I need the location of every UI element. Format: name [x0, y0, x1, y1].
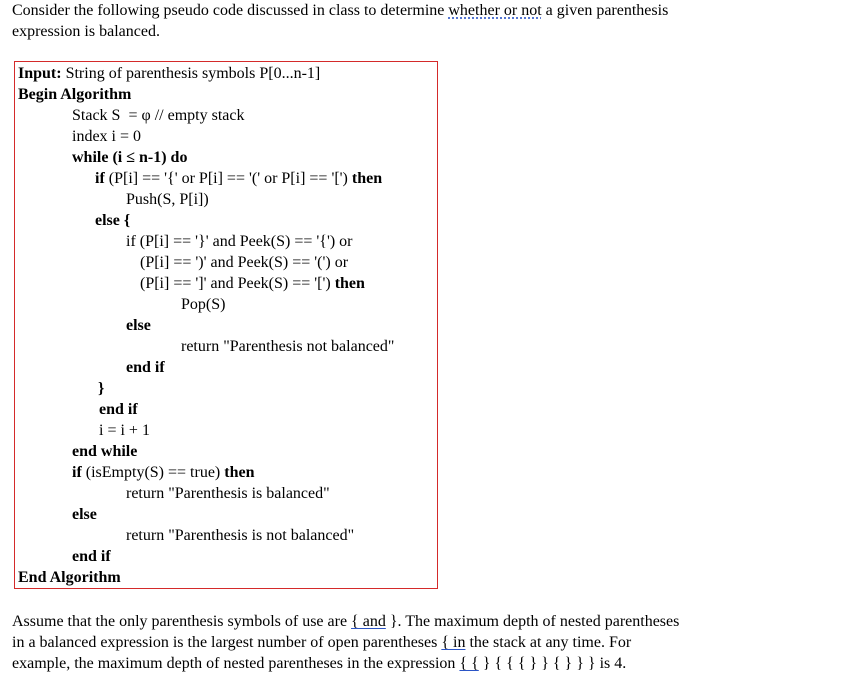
spelling-flag: whether or not [448, 2, 542, 19]
intro-text-2: a given parenthesis [541, 2, 669, 19]
algo-line-10: Pop(S) [181, 296, 226, 313]
input-label: Input: [18, 65, 62, 82]
intro-paragraph [12, 0, 832, 42]
cond-text: (P[i] == '{' or P[i] == '(' or P[i] == '[') [104, 170, 352, 187]
algo-line-7: if (P[i] == '}' and Peek(S) == '{') or [126, 233, 353, 250]
outro-paragraph [12, 611, 832, 674]
intro-text-3: expression is balanced. [12, 23, 160, 40]
algo-line-18 [72, 463, 254, 483]
kw-then-3: then [224, 464, 255, 481]
algo-line-20: else [72, 506, 97, 523]
algo-line-3: while (i ≤ n-1) do [72, 149, 188, 166]
algo-line-6: else { [95, 212, 131, 229]
algo-line-22: end if [72, 548, 111, 565]
algo-line-8: (P[i] == ')' and Peek(S) == '(') or [140, 254, 349, 271]
intro-text-1: Consider the following pseudo code discussed in class to determine [12, 2, 449, 19]
algo-line-1: Stack S = φ // empty stack [72, 107, 245, 124]
algo-line-5: Push(S, P[i]) [126, 191, 209, 208]
input-line [18, 64, 320, 84]
algo-line-15: end if [99, 401, 138, 418]
outro-1b: }. The maximum depth of nested parentheses [385, 613, 680, 630]
kw-if: if [95, 170, 105, 187]
cond-text-18: (isEmpty(S) == true) [81, 464, 225, 481]
algo-line-19: return "Parenthesis is balanced" [126, 485, 330, 502]
outro-2a: in a balanced expression is the largest number of open parentheses [12, 634, 442, 651]
algorithm-box [14, 61, 438, 589]
algo-line-13: end if [126, 359, 165, 376]
outro-2u: { in [441, 634, 466, 651]
kw-if-2: if [72, 464, 82, 481]
kw-then-2: then [334, 275, 365, 292]
algo-line-2: index i = 0 [72, 128, 142, 145]
end-line: End Algorithm [18, 569, 121, 586]
algo-line-4 [95, 169, 382, 189]
algo-line-12: return "Parenthesis not balanced" [181, 338, 395, 355]
outro-3b: } { { { } } { } } } is 4. [478, 655, 627, 672]
algo-line-16: i = i + 1 [99, 422, 150, 439]
input-text: String of parenthesis symbols P[0...n-1] [61, 65, 321, 82]
kw-then: then [351, 170, 383, 187]
outro-3a: example, the maximum depth of nested parentheses in the expression [12, 655, 460, 672]
outro-2b: the stack at any time. For [465, 634, 632, 651]
algo-line-21: return "Parenthesis is not balanced" [126, 527, 355, 544]
outro-1u: { and [351, 613, 386, 630]
begin-line: Begin Algorithm [18, 86, 132, 103]
algo-line-17: end while [72, 443, 138, 460]
algo-line-11: else [126, 317, 151, 334]
cond-text-9: (P[i] == ']' and Peek(S) == '[') [140, 275, 335, 292]
algo-line-9 [140, 274, 365, 294]
outro-3u: { { [459, 655, 479, 672]
algo-line-14: } [98, 380, 105, 397]
outro-1a: Assume that the only parenthesis symbols of use are [12, 613, 352, 630]
